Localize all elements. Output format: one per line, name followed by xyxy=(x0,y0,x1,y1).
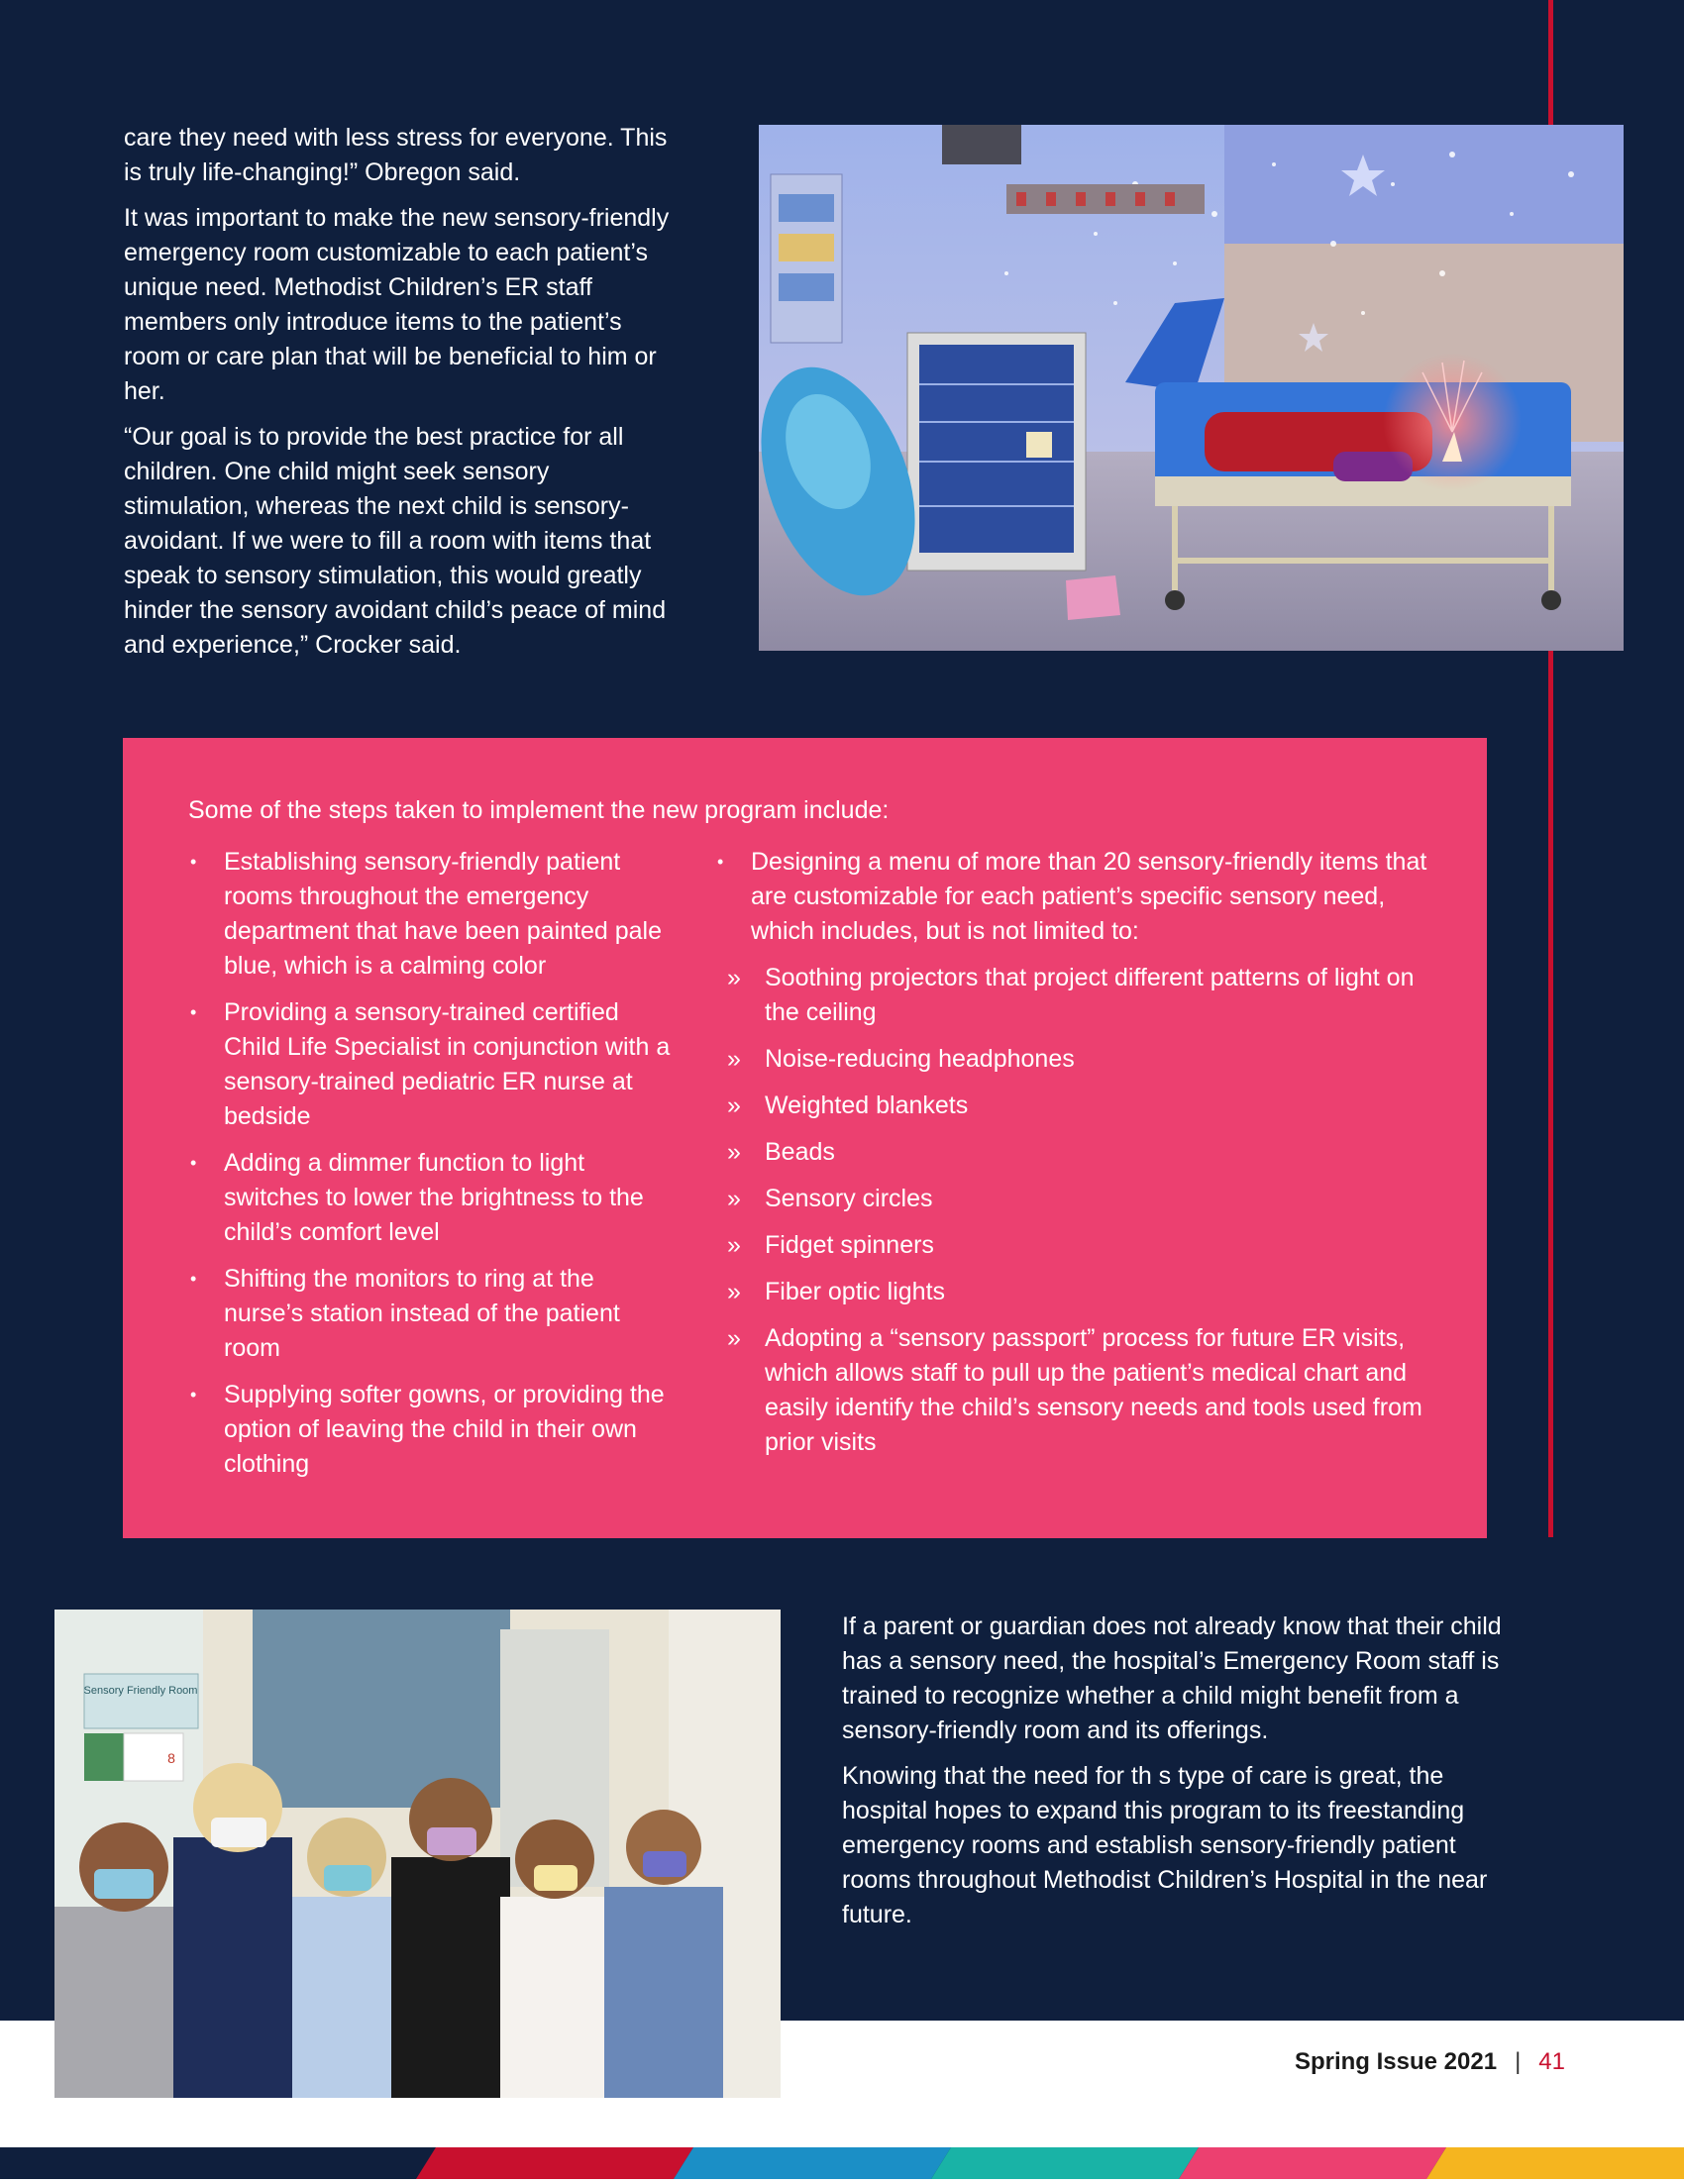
chevron-right-icon: » xyxy=(727,964,741,991)
list-item xyxy=(188,1378,674,1482)
sub-list-item-text: Fiber optic lights xyxy=(765,1278,946,1305)
list-item xyxy=(188,1262,674,1366)
chevron-right-icon: » xyxy=(727,1231,741,1259)
chevron-right-icon: » xyxy=(727,1045,741,1073)
list-item xyxy=(188,845,674,984)
list-item xyxy=(188,1146,674,1250)
bullet-icon: • xyxy=(190,1269,197,1289)
sub-list-item xyxy=(715,1135,1428,1170)
issue-label: Spring Issue 2021 xyxy=(1294,2048,1498,2075)
paragraph: If a parent or guardian does not already know that their child has a sensory need, the hospital’s Emergency Room staff is trained to recognize whether a child might benefit from a sensory-friendly room and its offerings. xyxy=(842,1612,1502,1744)
page-footer xyxy=(991,2048,1565,2076)
list-item-text: Supplying softer gowns, or providing the option of leaving the child in their own clothing xyxy=(224,1381,665,1478)
paragraph: Knowing that the need for th s type of care is great, the hospital hopes to expand this program to its freestanding emergency rooms and establish sensory-friendly patient rooms throughout Methodist Children’s Hospital in the near future. xyxy=(842,1762,1488,1928)
chevron-right-icon: » xyxy=(727,1092,741,1119)
paragraph: “Our goal is to provide the best practice for all children. One child might seek sensory stimulation, whereas the next child is sensory-avoidant. If we were to fill a room with items that speak to sensory stimulation, this would greatly hinder the sensory avoidant child’s peace of mind and experience,” Crocker said. xyxy=(124,423,667,659)
chevron-right-icon: » xyxy=(727,1185,741,1212)
chevron-right-icon: » xyxy=(727,1138,741,1166)
steps-callout-box xyxy=(123,738,1487,1538)
steps-list-left xyxy=(188,845,674,1494)
sub-list-item-text: Beads xyxy=(765,1138,835,1166)
top-text-column xyxy=(124,121,674,674)
sub-list-item xyxy=(715,1275,1428,1309)
bullet-icon: • xyxy=(190,852,197,872)
callout-intro: Some of the steps taken to implement the new program include: xyxy=(188,796,890,824)
sign-text: Sensory Friendly Room xyxy=(83,1685,198,1697)
room-number: 8 xyxy=(167,1750,175,1766)
sensory-items-sublist xyxy=(715,961,1428,1460)
sub-list-item-text: Weighted blankets xyxy=(765,1092,969,1119)
paragraph: care they need with less stress for everyone. This is truly life-changing!” Obregon said. xyxy=(124,124,668,186)
footer-separator: | xyxy=(1515,2048,1522,2075)
steps-list-right xyxy=(715,845,1428,1472)
decorative-stripe-bar xyxy=(0,2147,1684,2179)
chevron-right-icon: » xyxy=(727,1324,741,1352)
sub-list-item xyxy=(715,961,1428,1030)
staff-group-photo xyxy=(54,1610,781,2098)
list-item-text: Shifting the monitors to ring at the nurse’s station instead of the patient room xyxy=(224,1265,620,1362)
list-item-text: Providing a sensory-trained certified Child Life Specialist in conjunction with a sensory-trained pediatric ER nurse at bedside xyxy=(224,998,671,1130)
bullet-icon: • xyxy=(190,1385,197,1404)
page-number: 41 xyxy=(1538,2048,1565,2075)
sub-list-item-text: Noise-reducing headphones xyxy=(765,1045,1075,1073)
bullet-icon: • xyxy=(190,1153,197,1173)
bottom-text-column xyxy=(842,1610,1516,1943)
bullet-icon: • xyxy=(717,852,724,872)
sub-list-item xyxy=(715,1321,1428,1460)
sub-list-item xyxy=(715,1182,1428,1216)
er-room-photo xyxy=(759,125,1624,651)
list-item-text: Designing a menu of more than 20 sensory-friendly items that are customizable for each patient’s specific sensory need, which includes, but is not limited to: xyxy=(751,848,1427,945)
list-item xyxy=(188,995,674,1134)
paragraph: It was important to make the new sensory-friendly emergency room customizable to each patient’s unique need. Methodist Children’s ER staff members only introduce items to the patient’s room or care plan that will be beneficial to him or her. xyxy=(124,204,670,405)
list-item xyxy=(715,845,1428,949)
chevron-right-icon: » xyxy=(727,1278,741,1305)
sub-list-item xyxy=(715,1042,1428,1077)
sub-list-item-text: Soothing projectors that project different patterns of light on the ceiling xyxy=(765,964,1415,1026)
sub-list-item-text: Adopting a “sensory passport” process for future ER visits, which allows staff to pull up the patient’s medical chart and easily identify the child’s sensory needs and tools used from prior visits xyxy=(765,1324,1422,1456)
sub-list-item-text: Fidget spinners xyxy=(765,1231,934,1259)
bullet-icon: • xyxy=(190,1002,197,1022)
sub-list-item xyxy=(715,1228,1428,1263)
sub-list-item xyxy=(715,1089,1428,1123)
sub-list-item-text: Sensory circles xyxy=(765,1185,933,1212)
list-item-text: Adding a dimmer function to light switches to lower the brightness to the child’s comfort level xyxy=(224,1149,644,1246)
list-item-text: Establishing sensory-friendly patient rooms throughout the emergency department that have been painted pale blue, which is a calming color xyxy=(224,848,663,980)
